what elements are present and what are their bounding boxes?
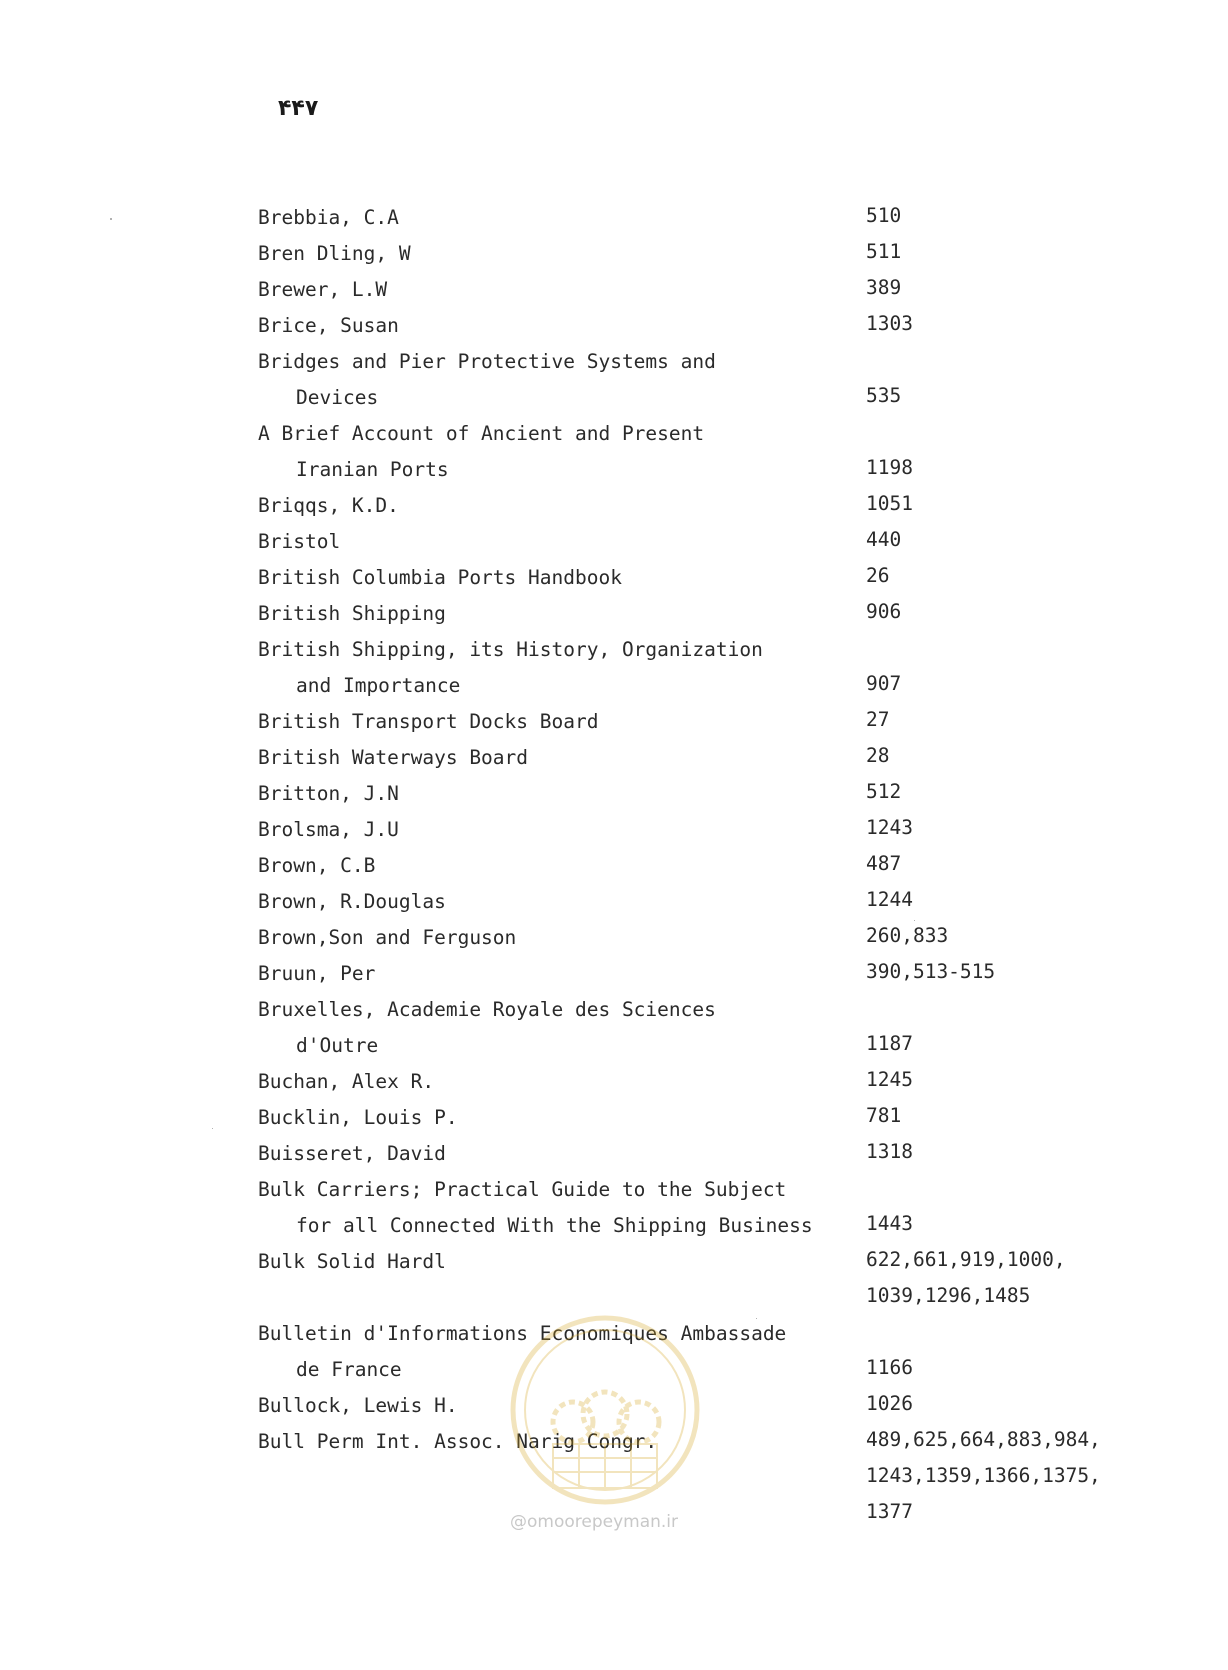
index-term-continuation: Iranian Ports — [296, 458, 449, 481]
index-term: Buchan, Alex R. — [258, 1070, 435, 1093]
index-term: Brown, R.Douglas — [258, 890, 446, 913]
index-page-ref: 512 — [866, 780, 902, 803]
index-page-ref: 1026 — [866, 1392, 913, 1415]
index-term-continuation: Devices — [296, 386, 379, 409]
index-term-continuation: d'Outre — [296, 1034, 379, 1057]
index-term: Bruun, Per — [258, 962, 376, 985]
index-term: Brebbia, C.A — [258, 206, 399, 229]
index-term: Bull Perm Int. Assoc. Narig Congr. — [258, 1430, 658, 1453]
index-term: Bullock, Lewis H. — [258, 1394, 458, 1417]
index-term: Bruxelles, Academie Royale des Sciences — [258, 998, 716, 1021]
index-term-continuation: for all Connected With the Shipping Business — [296, 1214, 813, 1237]
index-term: British Shipping — [258, 602, 446, 625]
index-page-ref: 781 — [866, 1104, 902, 1127]
index-page-ref: 510 — [866, 204, 902, 227]
index-page-ref: 907 — [866, 672, 902, 695]
index-page-ref: 389 — [866, 276, 902, 299]
index-page-ref: 1443 — [866, 1212, 913, 1235]
index-page-ref: 487 — [866, 852, 902, 875]
index-term: Brolsma, J.U — [258, 818, 399, 841]
index-term: British Transport Docks Board — [258, 710, 599, 733]
index-term: British Shipping, its History, Organization — [258, 638, 763, 661]
index-page-ref: 1187 — [866, 1032, 913, 1055]
index-page-ref: 28 — [866, 744, 890, 767]
scan-speck — [756, 1318, 757, 1319]
index-page-ref: 1303 — [866, 312, 913, 335]
index-term: Britton, J.N — [258, 782, 399, 805]
index-page-ref: 1243 — [866, 816, 913, 839]
index-term: Brice, Susan — [258, 314, 399, 337]
index-term: Bristol — [258, 530, 341, 553]
index-page-ref: 26 — [866, 564, 890, 587]
index-term: A Brief Account of Ancient and Present — [258, 422, 705, 445]
index-page-ref-continuation: 1039,1296,1485 — [866, 1284, 1031, 1307]
index-term: Bridges and Pier Protective Systems and — [258, 350, 716, 373]
index-page-ref: 511 — [866, 240, 902, 263]
index-term: British Columbia Ports Handbook — [258, 566, 622, 589]
index-term: British Waterways Board — [258, 746, 529, 769]
index-page-ref: 260,833 — [866, 924, 949, 947]
index-page-ref-continuation: 1243,1359,1366,1375, — [866, 1464, 1101, 1487]
index-page-ref: 906 — [866, 600, 902, 623]
index-term: Brown, C.B — [258, 854, 376, 877]
index-term: Briqqs, K.D. — [258, 494, 399, 517]
index-page-ref: 1166 — [866, 1356, 913, 1379]
watermark-text: @omoorepeyman.ir — [510, 1512, 679, 1532]
index-page-ref: 390,513-515 — [866, 960, 996, 983]
index-page-ref: 1245 — [866, 1068, 913, 1091]
index-page-ref: 1198 — [866, 456, 913, 479]
index-term: Bren Dling, W — [258, 242, 411, 265]
index-page-ref: 440 — [866, 528, 902, 551]
index-term-continuation: and Importance — [296, 674, 461, 697]
index-page-ref: 27 — [866, 708, 890, 731]
scan-speck — [914, 920, 915, 921]
index-page-ref: 1318 — [866, 1140, 913, 1163]
index-term: Bucklin, Louis P. — [258, 1106, 458, 1129]
scan-speck — [110, 218, 112, 220]
scan-speck — [212, 1128, 213, 1129]
index-page-ref: 1244 — [866, 888, 913, 911]
index-page-ref: 622,661,919,1000, — [866, 1248, 1066, 1271]
page-number: ۴۴۷ — [278, 96, 319, 121]
index-term: Brown,Son and Ferguson — [258, 926, 517, 949]
index-term: Bulk Carriers; Practical Guide to the Subject — [258, 1178, 787, 1201]
index-page-ref: 489,625,664,883,984, — [866, 1428, 1101, 1451]
index-page-ref: 1051 — [866, 492, 913, 515]
index-term: Brewer, L.W — [258, 278, 388, 301]
index-term: Bulletin d'Informations Economiques Ambassade — [258, 1322, 787, 1345]
index-page-ref-continuation: 1377 — [866, 1500, 913, 1523]
index-term-continuation: de France — [296, 1358, 402, 1381]
index-term: Bulk Solid Hardl — [258, 1250, 446, 1273]
index-page-ref: 535 — [866, 384, 902, 407]
index-term: Buisseret, David — [258, 1142, 446, 1165]
